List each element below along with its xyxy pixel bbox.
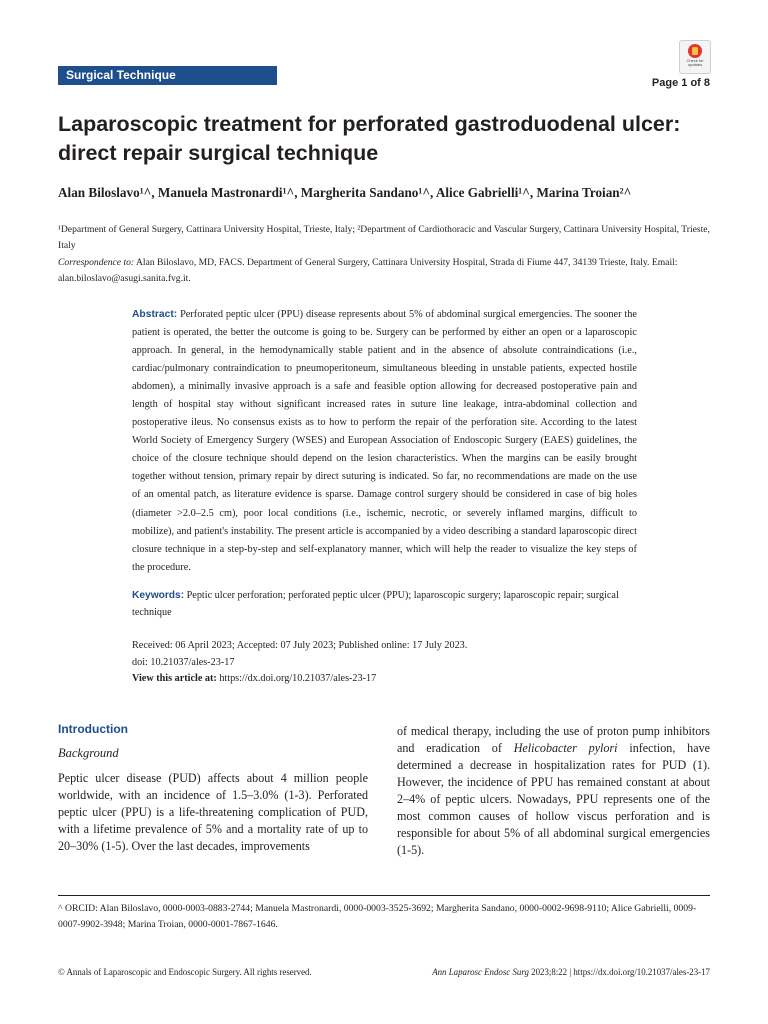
article-url[interactable]: https://dx.doi.org/10.21037/ales-23-17 xyxy=(216,673,377,684)
orcid-footnote: ^ ORCID: Alan Biloslavo, 0000-0003-0883-2744; Manuela Mastronardi, 0000-0003-3525-3692; Margherita Sandano, 0000-0002-9698-9110; Alice Gabrielli, 0009-0007-9902-3948; Marina Troian, 0000-0001-7867-1646. xyxy=(58,903,697,930)
crossmark-icon xyxy=(688,44,702,58)
doi: doi: 10.21037/ales-23-17 xyxy=(132,656,235,668)
correspondence-label: Correspondence to: xyxy=(58,257,135,268)
body-text: infection, have determined a decrease in hospitalization rates for PUD (1). However, the incidence of PPU has remained constant at about 2–4% of peptic ulcers. Nowadays, PPU represents one of the most common causes of hollow viscus perforation and is responsible for about 5% of all abdominal surgical emergencies (1-5). xyxy=(397,741,711,857)
citation-text[interactable]: 2023;8:22 | https://dx.doi.org/10.21037/ales-23-17 xyxy=(528,967,710,977)
abstract-label: Abstract: xyxy=(132,309,178,320)
affiliations: ¹Department of General Surgery, Cattinara University Hospital, Trieste, Italy; ²Department of Cardiothoracic and Vascular Surgery, Cattinara University Hospital, Trieste, Italy xyxy=(58,224,710,251)
page-number: Page 1 of 8 xyxy=(651,77,710,89)
body-text: of medical therapy, including the use of proton pump inhibitors and eradication of xyxy=(397,724,710,755)
footer-copyright: © Annals of Laparoscopic and Endoscopic Surgery. All rights reserved. xyxy=(58,967,312,977)
introduction-heading: Introduction xyxy=(58,722,128,736)
publication-dates: Received: 06 April 2023; Accepted: 07 July 2023; Published online: 17 July 2023. xyxy=(132,640,468,651)
footnote-divider xyxy=(58,895,710,896)
check-for-updates-badge[interactable] xyxy=(679,40,711,74)
keywords xyxy=(132,588,637,621)
correspondence-text: Alan Biloslavo, MD, FACS. Department of General Surgery, Cattinara University Hospital, Strada di Fiume 447, 34139 Trieste, Italy. Email: alan.biloslavo@asugi.sanita.fvg.it. xyxy=(58,257,678,284)
body-column-left: Peptic ulcer disease (PUD) affects about 4 million people worldwide, with an incidence of 1.5–3.0% (1-3). Perforated peptic ulcer (PPU) is a life-threatening complication of PUD, with a lifetime prevalence of 5% and a mortality rate of up to 20–30% (1-5). Over the last decades, improvements xyxy=(58,771,368,853)
species-name: Helicobacter pylori xyxy=(513,741,618,755)
article-link[interactable] xyxy=(132,671,637,688)
abstract-text: Perforated peptic ulcer (PPU) disease represents about 5% of abdominal surgical emergencies. The sooner the patient is operated, the better the outcome is going to be. Surgery can be performed by either an open or a laparoscopic approach. In general, in the hemodynamically stable patient and in the absence of absolute contraindications (i.e., cardiac/pulmonary contraindication to pneumoperitoneum, simultaneous bleeding in unstable patients, expected hostile abdomen), a minimally invasive approach is a safe and feasible option allowing for decreased postoperative pain and length of hospital stay without significant increased rates in suture line leakage, intra-abdominal collection and postoperative ileus. No consensus exists as to how to perform the repair of the perforation site. According to the latest World Society of Emergency Surgery (WSES) and European Association of Endoscopic Surgery (EAES) guidelines, the choice of the closure technique should depend on the lesion characteristics. When the margins can be easily brought together without tension, primary repair by direct suturing is indicated. So far, no recommendations are made on the use of an omental patch, as literature evidence is sparse. Damage control surgery should be considered in case of big holes (diameter >2.0–2.5 cm), poor local conditions (i.e., ischemic, necrotic, or severely inflamed margins, difficult to mobilize), and patient's instability. The present article is accompanied by a video describing a standard laparoscopic direct closure technique in a step-by-step and self-explanatory manner, which will help the reader to visualize the key steps of the procedure. xyxy=(132,309,637,573)
background-heading: Background xyxy=(58,746,119,760)
body-column-right xyxy=(397,723,710,859)
abstract xyxy=(132,306,637,577)
footer-citation xyxy=(432,967,710,977)
keywords-label: Keywords: xyxy=(132,590,185,601)
journal-name: Ann Laparosc Endosc Surg xyxy=(432,967,529,977)
section-label: Surgical Technique xyxy=(58,66,277,85)
publication-info xyxy=(132,638,637,688)
keywords-text: Peptic ulcer perforation; perforated peptic ulcer (PPU); laparoscopic surgery; laparoscopic repair; surgical technique xyxy=(132,590,619,618)
author-list: Alan Biloslavo¹^, Manuela Mastronardi¹^, Margherita Sandano¹^, Alice Gabrielli¹^, Marina Troian²^ xyxy=(58,185,632,200)
crossmark-text: Check for updates xyxy=(686,58,704,67)
view-article-label: View this article at: xyxy=(132,673,217,684)
correspondence xyxy=(58,255,710,287)
article-title: Laparoscopic treatment for perforated gastroduodenal ulcer: direct repair surgical technique xyxy=(58,112,681,165)
